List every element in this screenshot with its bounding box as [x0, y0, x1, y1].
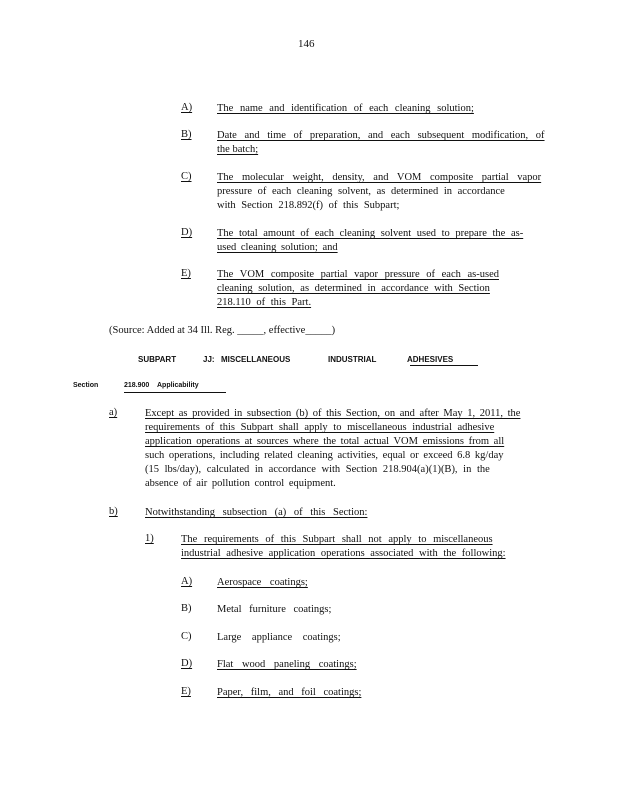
list-item-label: C): [181, 171, 192, 182]
list-item-text: Aerospace coatings;: [217, 577, 308, 588]
source-note: (Source: Added at 34 Ill. Reg. _____, effective_____): [109, 325, 336, 336]
paragraph-line: requirements of this Subpart shall apply to miscellaneous industrial adhesive: [145, 422, 495, 433]
paragraph-line: Except as provided in subsection (b) of this Section, on and after May 1, 2011, the: [145, 408, 521, 419]
paragraph-line: such operations, including related cleaning activities, equal or exceed 6.8 kg/day: [145, 450, 504, 461]
list-item-text: pressure of each cleaning solvent, as determined in accordance: [217, 186, 505, 197]
list-item-text: with Section 218.892(f) of this Subpart;: [217, 200, 400, 211]
list-item-text: The VOM composite partial vapor pressure of each as-used: [217, 269, 499, 280]
list-item-label: A): [181, 576, 193, 587]
list-item-text: The molecular weight, density, and VOM composite partial vapor: [217, 172, 542, 183]
heading-underline: [410, 365, 478, 366]
paragraph-line: industrial adhesive application operations associated with the following:: [181, 548, 506, 559]
paragraph-line: The requirements of this Subpart shall not apply to miscellaneous: [181, 534, 493, 545]
subpart-title-word: MISCELLANEOUS: [221, 355, 291, 364]
list-item-label: B): [181, 603, 192, 614]
list-item-text: used cleaning solution; and: [217, 242, 338, 253]
list-item-label: D): [181, 658, 193, 669]
paragraph-line: Notwithstanding subsection (a) of this Section:: [145, 507, 368, 518]
paragraph-line: (15 lbs/day), calculated in accordance with Section 218.904(a)(1)(B), in the: [145, 464, 490, 475]
subpart-id: JJ:: [203, 355, 215, 364]
list-item-text: The total amount of each cleaning solvent used to prepare the as-: [217, 228, 524, 239]
subpart-title-word: INDUSTRIAL: [328, 355, 377, 364]
list-item-text: 218.110 of this Part.: [217, 297, 312, 308]
paragraph-line: application operations at sources where the total actual VOM emissions from all: [145, 436, 505, 447]
list-item-label: B): [181, 129, 192, 140]
section-title: Applicability: [157, 382, 199, 389]
subpart-label: SUBPART: [138, 355, 177, 364]
list-item-text: cleaning solution, as determined in accordance with Section: [217, 283, 490, 294]
list-item-text: Large appliance coatings;: [217, 632, 341, 643]
list-item-text: the batch;: [217, 144, 259, 155]
paragraph-label: 1): [145, 533, 154, 544]
list-item-text: Paper, film, and foil coatings;: [217, 687, 362, 698]
list-item-text: Metal furniture coatings;: [217, 604, 332, 615]
list-item-text: Date and time of preparation, and each subsequent modification, of: [217, 130, 545, 141]
section-label: Section: [73, 382, 99, 389]
heading-underline: [124, 392, 226, 393]
subpart-title-word: ADHESIVES: [407, 355, 454, 364]
list-item-label: A): [181, 102, 193, 113]
list-item-text: The name and identification of each cleaning solution;: [217, 103, 474, 114]
list-item-text: Flat wood paneling coatings;: [217, 659, 357, 670]
paragraph-label: b): [109, 506, 118, 517]
list-item-label: C): [181, 631, 192, 642]
page-number: 146: [298, 38, 315, 50]
paragraph-line: absence of air pollution control equipment.: [145, 478, 336, 489]
list-item-label: D): [181, 227, 193, 238]
section-number: 218.900: [124, 382, 150, 389]
list-item-label: E): [181, 268, 191, 279]
list-item-label: E): [181, 686, 191, 697]
paragraph-label: a): [109, 407, 118, 418]
